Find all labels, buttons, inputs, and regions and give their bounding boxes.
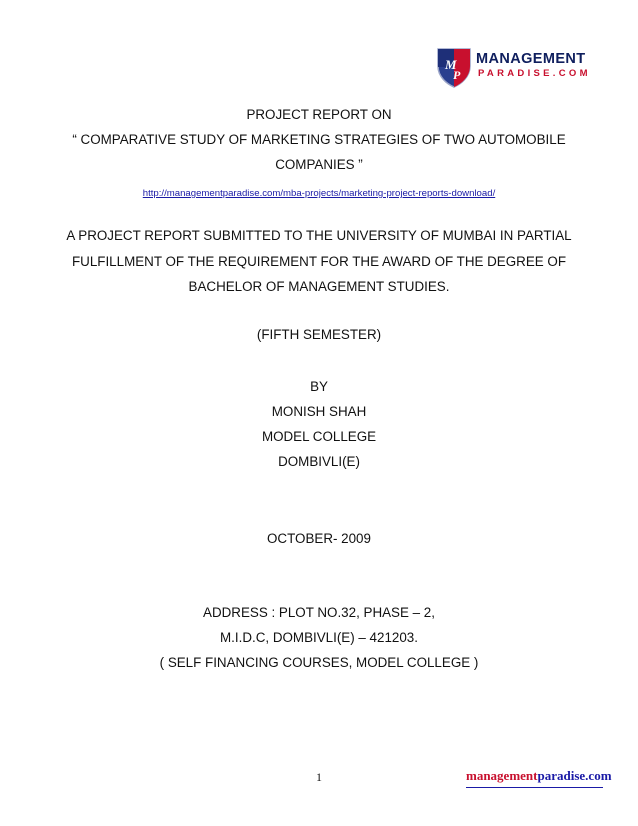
by-label: BY [310,379,328,394]
svg-text:P: P [453,68,461,82]
author-name: MONISH SHAH [271,404,367,419]
submission-line-2: FULFILLMENT OF THE REQUIREMENT FOR THE AWARD OF THE DEGREE OF [71,254,567,269]
footer-brand[interactable] [466,768,612,784]
report-heading: PROJECT REPORT ON [246,107,392,122]
submission-line-3: BACHELOR OF MANAGEMENT STUDIES. [188,279,450,294]
logo-wordmark-top: MANAGEMENT [476,51,586,67]
shield-logo-icon [436,46,472,88]
footer-underline [466,787,603,788]
college-name: MODEL COLLEGE [261,429,377,444]
download-link[interactable]: http://managementparadise.com/mba-projects/marketing-project-reports-download/ [142,188,496,199]
footer-brand-part-1: management [466,768,538,783]
semester: (FIFTH SEMESTER) [256,327,382,342]
report-date: OCTOBER- 2009 [267,531,371,546]
college-city: DOMBIVLI(E) [278,454,360,469]
report-title-line-2: COMPANIES ” [275,157,363,172]
submission-line-1: A PROJECT REPORT SUBMITTED TO THE UNIVERSITY OF MUMBAI IN PARTIAL [66,228,572,243]
address-line-3: ( SELF FINANCING COURSES, MODEL COLLEGE ) [159,655,479,670]
address-line-1: ADDRESS : PLOT NO.32, PHASE – 2, [203,605,435,620]
page-number: 1 [316,770,322,784]
managementparadise-logo [436,46,606,88]
report-title-line-1: “ COMPARATIVE STUDY OF MARKETING STRATEGIES OF TWO AUTOMOBILE [72,132,566,147]
logo-wordmark-bottom: PARADISE.COM [478,68,591,79]
address-line-2: M.I.D.C, DOMBIVLI(E) – 421203. [220,630,418,645]
svg-text:M: M [445,57,457,72]
footer-brand-part-2: paradise.com [537,768,612,783]
